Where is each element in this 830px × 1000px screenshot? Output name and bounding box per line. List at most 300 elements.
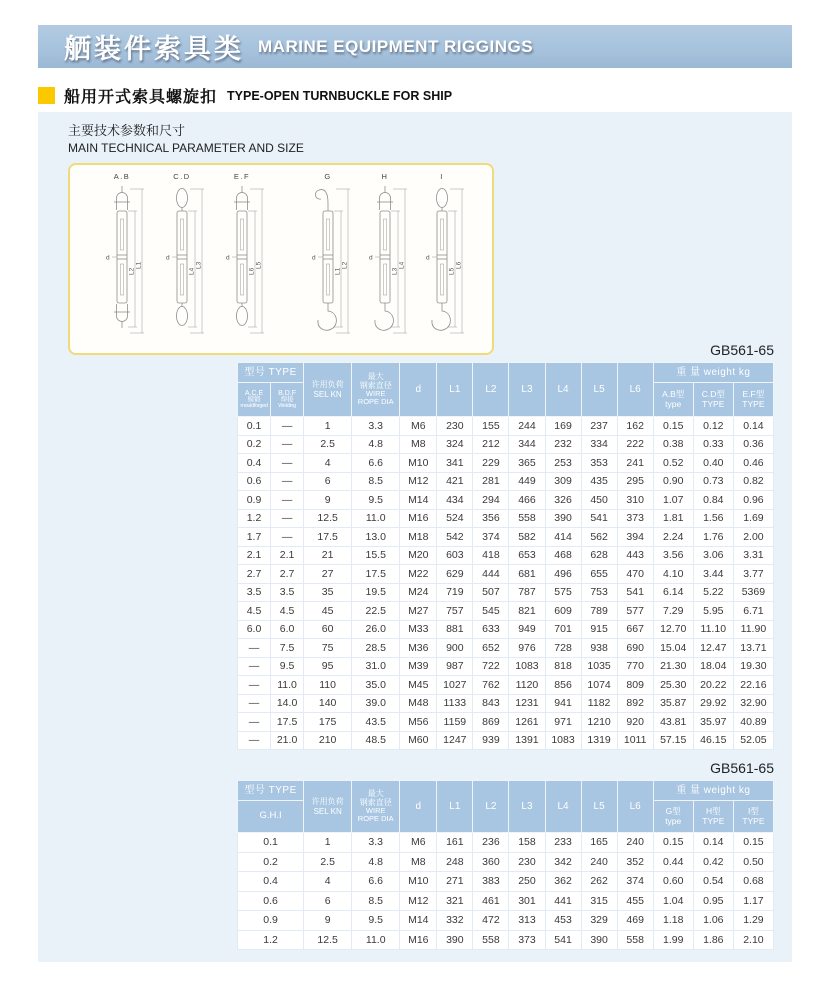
table-cell: M27 xyxy=(400,602,437,621)
subtitle-zh: 主要技术参数和尺寸 xyxy=(68,123,186,138)
svg-text:L1: L1 xyxy=(334,267,342,275)
table-cell: 1.81 xyxy=(653,509,693,528)
table-cell: 341 xyxy=(437,454,473,473)
table-cell: 1035 xyxy=(581,657,617,676)
svg-text:L5: L5 xyxy=(448,267,456,275)
table-cell: 443 xyxy=(617,546,653,565)
svg-text:L4: L4 xyxy=(398,261,406,269)
table-cell: 1247 xyxy=(437,731,473,750)
table-cell: 9.5 xyxy=(352,491,400,510)
table-cell: 365 xyxy=(509,454,545,473)
table-cell: 60 xyxy=(304,620,352,639)
table-cell: 315 xyxy=(581,891,617,911)
table-cell: 35 xyxy=(304,583,352,602)
table-cell: 915 xyxy=(581,620,617,639)
table-cell: 545 xyxy=(473,602,509,621)
table-cell: 373 xyxy=(617,509,653,528)
table-cell: M56 xyxy=(400,713,437,732)
table-cell: 310 xyxy=(617,491,653,510)
table-cell: 39.0 xyxy=(352,694,400,713)
table-cell: 892 xyxy=(617,694,653,713)
table-cell: 455 xyxy=(617,891,653,911)
table-cell: M10 xyxy=(400,454,437,473)
table-cell: 2.10 xyxy=(733,930,773,950)
table-cell: 244 xyxy=(509,417,545,436)
table-cell: 240 xyxy=(581,852,617,872)
svg-text:A.B: A.B xyxy=(113,172,131,181)
table-cell: 629 xyxy=(437,565,473,584)
table-cell: 342 xyxy=(545,852,581,872)
table-cell: — xyxy=(271,509,304,528)
table-cell: 1 xyxy=(304,833,352,853)
table-cell: 162 xyxy=(617,417,653,436)
table-cell: 271 xyxy=(437,872,473,892)
table-row xyxy=(238,472,774,491)
table-cell: 681 xyxy=(509,565,545,584)
table-cell: 0.82 xyxy=(733,472,773,491)
table-cell: 414 xyxy=(545,528,581,547)
table-cell: 0.12 xyxy=(693,417,733,436)
table-cell: 253 xyxy=(545,454,581,473)
table-cell: 5.22 xyxy=(693,583,733,602)
standard-label-1: GB561-65 xyxy=(710,342,774,358)
column-header: 重 量 weight kg xyxy=(653,781,773,801)
table-cell: 329 xyxy=(581,911,617,931)
table-cell: 262 xyxy=(581,872,617,892)
table-row xyxy=(238,528,774,547)
table-cell: 1319 xyxy=(581,731,617,750)
table-cell: 229 xyxy=(473,454,509,473)
table-cell: 28.5 xyxy=(352,639,400,658)
table-cell: 390 xyxy=(545,509,581,528)
table-row xyxy=(238,546,774,565)
table-cell: 603 xyxy=(437,546,473,565)
table-cell: 0.36 xyxy=(733,435,773,454)
table-cell: 32.90 xyxy=(733,694,773,713)
table-cell: 920 xyxy=(617,713,653,732)
table-cell: 356 xyxy=(473,509,509,528)
table-cell: 230 xyxy=(437,417,473,436)
table-cell: 11.10 xyxy=(693,620,733,639)
svg-text:G: G xyxy=(324,172,332,181)
table-cell: 21.30 xyxy=(653,657,693,676)
table-row xyxy=(238,620,774,639)
table-cell: — xyxy=(238,676,271,695)
table-cell: M20 xyxy=(400,546,437,565)
table-cell: 3.06 xyxy=(693,546,733,565)
column-header: L3 xyxy=(509,363,545,417)
table-cell: — xyxy=(271,435,304,454)
table-cell: 1.7 xyxy=(238,528,271,547)
table-cell: 3.3 xyxy=(352,417,400,436)
table-cell: 248 xyxy=(437,852,473,872)
column-header: L2 xyxy=(473,363,509,417)
table-cell: 0.9 xyxy=(238,491,271,510)
svg-text:L6: L6 xyxy=(455,261,463,269)
table-cell: M14 xyxy=(400,491,437,510)
table-cell: 6.14 xyxy=(653,583,693,602)
table-cell: 0.4 xyxy=(238,454,271,473)
table-cell: 1.04 xyxy=(653,891,693,911)
table-cell: 1.07 xyxy=(653,491,693,510)
table-cell: 461 xyxy=(473,891,509,911)
table-cell: M12 xyxy=(400,472,437,491)
table-row xyxy=(238,491,774,510)
table-cell: 237 xyxy=(581,417,617,436)
table-row xyxy=(238,565,774,584)
table-cell: 250 xyxy=(509,872,545,892)
table-cell: 0.42 xyxy=(693,852,733,872)
table-cell: 728 xyxy=(545,639,581,658)
column-header: L3 xyxy=(509,781,545,833)
table-cell: 3.3 xyxy=(352,833,400,853)
table-cell: M16 xyxy=(400,930,437,950)
table-cell: M8 xyxy=(400,435,437,454)
table-cell: M12 xyxy=(400,891,437,911)
table-cell: 575 xyxy=(545,583,581,602)
table-cell: 321 xyxy=(437,891,473,911)
table-cell: 362 xyxy=(545,872,581,892)
table-cell: 541 xyxy=(617,583,653,602)
table-cell: 4 xyxy=(304,872,352,892)
table-cell: 0.90 xyxy=(653,472,693,491)
table-cell: 334 xyxy=(581,435,617,454)
table-row xyxy=(238,676,774,695)
column-header: L4 xyxy=(545,781,581,833)
page-title-zh: 舾装件索具类 xyxy=(64,34,244,64)
column-header: 型号 TYPE xyxy=(238,363,304,383)
column-header: d xyxy=(400,363,437,417)
table-cell: 241 xyxy=(617,454,653,473)
table-cell: 26.0 xyxy=(352,620,400,639)
table-cell: 9 xyxy=(304,491,352,510)
table-row xyxy=(238,891,774,911)
table-cell: 3.44 xyxy=(693,565,733,584)
page-title-en: MARINE EQUIPMENT RIGGINGS xyxy=(258,36,534,56)
table-cell: 541 xyxy=(581,509,617,528)
column-header: 重 量 weight kg xyxy=(653,363,773,383)
table-cell: 453 xyxy=(545,911,581,931)
table-cell: 0.95 xyxy=(693,891,733,911)
column-header: L5 xyxy=(581,363,617,417)
table-cell: M33 xyxy=(400,620,437,639)
table-cell: — xyxy=(271,472,304,491)
svg-text:d: d xyxy=(312,254,316,262)
table-cell: 0.84 xyxy=(693,491,733,510)
subtitle-en: MAIN TECHNICAL PARAMETER AND SIZE xyxy=(68,141,304,155)
table-cell: 1.18 xyxy=(653,911,693,931)
table-cell: 46.15 xyxy=(693,731,733,750)
table-cell: 470 xyxy=(617,565,653,584)
table-cell: M39 xyxy=(400,657,437,676)
table-cell: 394 xyxy=(617,528,653,547)
column-header: L2 xyxy=(473,781,509,833)
table-cell: 653 xyxy=(509,546,545,565)
table-cell: 1011 xyxy=(617,731,653,750)
table-cell: M22 xyxy=(400,565,437,584)
svg-text:I: I xyxy=(440,172,444,181)
table-cell: 582 xyxy=(509,528,545,547)
table-cell: M6 xyxy=(400,417,437,436)
table-cell: M45 xyxy=(400,676,437,695)
table-cell: 9.5 xyxy=(271,657,304,676)
table-cell: 4 xyxy=(304,454,352,473)
column-header: B.D.F 焊接 Welding xyxy=(271,383,304,417)
table-cell: 628 xyxy=(581,546,617,565)
table-cell: M8 xyxy=(400,852,437,872)
table-cell: 939 xyxy=(473,731,509,750)
table-cell: 2.00 xyxy=(733,528,773,547)
table-cell: 6.71 xyxy=(733,602,773,621)
table-cell: 753 xyxy=(581,583,617,602)
table-row xyxy=(238,833,774,853)
table-cell: 4.5 xyxy=(271,602,304,621)
table-cell: 821 xyxy=(509,602,545,621)
table-cell: 5369 xyxy=(733,583,773,602)
table-row xyxy=(238,417,774,436)
column-header: A.B型 type xyxy=(653,383,693,417)
column-header: 最大 钢索直径 WIRE ROPE DIA xyxy=(352,363,400,417)
table-cell: 1231 xyxy=(509,694,545,713)
table-cell: 0.96 xyxy=(733,491,773,510)
column-header: E.F型 TYPE xyxy=(733,383,773,417)
table-cell: 558 xyxy=(617,930,653,950)
table-cell: 3.5 xyxy=(238,583,271,602)
table-cell: 35.0 xyxy=(352,676,400,695)
table-cell: 17.5 xyxy=(271,713,304,732)
table-cell: 976 xyxy=(509,639,545,658)
column-header: 最大 钢索直径 WIRE ROPE DIA xyxy=(352,781,400,833)
table-cell: 295 xyxy=(617,472,653,491)
table-cell: M6 xyxy=(400,833,437,853)
table-cell: 210 xyxy=(304,731,352,750)
table-cell: 95 xyxy=(304,657,352,676)
table-cell: M48 xyxy=(400,694,437,713)
table-cell: 8.5 xyxy=(352,472,400,491)
table-cell: 9 xyxy=(304,911,352,931)
table-row xyxy=(238,583,774,602)
table-cell: 1.56 xyxy=(693,509,733,528)
diagram-figure xyxy=(312,172,350,333)
column-header: L1 xyxy=(437,781,473,833)
table-cell: 0.60 xyxy=(653,872,693,892)
table-cell: — xyxy=(238,731,271,750)
column-header: L6 xyxy=(617,363,653,417)
table-cell: — xyxy=(271,491,304,510)
table-row xyxy=(238,872,774,892)
table-cell: 353 xyxy=(581,454,617,473)
table-cell: 161 xyxy=(437,833,473,853)
table-cell: 558 xyxy=(473,930,509,950)
svg-text:d: d xyxy=(226,254,230,262)
section-title-row xyxy=(38,84,452,107)
table-row xyxy=(238,930,774,950)
table-cell: 48.5 xyxy=(352,731,400,750)
table-cell: 1159 xyxy=(437,713,473,732)
table-cell: 18.04 xyxy=(693,657,733,676)
table-cell: 25.30 xyxy=(653,676,693,695)
svg-text:E.F: E.F xyxy=(233,172,251,181)
table-cell: 2.7 xyxy=(238,565,271,584)
table-cell: 374 xyxy=(473,528,509,547)
table-cell: 169 xyxy=(545,417,581,436)
table-cell: 0.15 xyxy=(653,833,693,853)
column-header: L5 xyxy=(581,781,617,833)
table-cell: 12.5 xyxy=(304,930,352,950)
table-cell: 1120 xyxy=(509,676,545,695)
table-cell: 0.9 xyxy=(238,911,304,931)
table-cell: 222 xyxy=(617,435,653,454)
table-cell: 0.73 xyxy=(693,472,733,491)
table-cell: M14 xyxy=(400,911,437,931)
table-cell: 971 xyxy=(545,713,581,732)
tbl1-grid xyxy=(237,362,774,750)
table-cell: 313 xyxy=(509,911,545,931)
table-cell: 232 xyxy=(545,435,581,454)
table-cell: 0.46 xyxy=(733,454,773,473)
table-cell: 1.29 xyxy=(733,911,773,931)
subtitle-block xyxy=(68,120,304,155)
table-cell: 230 xyxy=(509,852,545,872)
table-row xyxy=(238,435,774,454)
table-cell: 1.17 xyxy=(733,891,773,911)
table-cell: 1210 xyxy=(581,713,617,732)
table-row xyxy=(238,911,774,931)
table-cell: 1182 xyxy=(581,694,617,713)
parameter-table-1 xyxy=(237,362,774,750)
table-cell: M18 xyxy=(400,528,437,547)
table-cell: 6 xyxy=(304,891,352,911)
table-cell: 20.22 xyxy=(693,676,733,695)
table-cell: 722 xyxy=(473,657,509,676)
table-cell: 869 xyxy=(473,713,509,732)
table-cell: 21 xyxy=(304,546,352,565)
table-cell: 1.86 xyxy=(693,930,733,950)
table-cell: 558 xyxy=(509,509,545,528)
table-cell: — xyxy=(271,528,304,547)
table-cell: 496 xyxy=(545,565,581,584)
table-cell: 6.0 xyxy=(238,620,271,639)
table-cell: 787 xyxy=(509,583,545,602)
table-cell: 4.8 xyxy=(352,435,400,454)
table-cell: 900 xyxy=(437,639,473,658)
table-cell: 0.50 xyxy=(733,852,773,872)
column-header: L1 xyxy=(437,363,473,417)
table-cell: 856 xyxy=(545,676,581,695)
table-cell: — xyxy=(238,657,271,676)
table-cell: 1.76 xyxy=(693,528,733,547)
table-cell: 0.2 xyxy=(238,852,304,872)
table-cell: 12.47 xyxy=(693,639,733,658)
table-cell: 3.56 xyxy=(653,546,693,565)
svg-text:L1: L1 xyxy=(135,261,143,269)
table-cell: 444 xyxy=(473,565,509,584)
table-cell: 450 xyxy=(581,491,617,510)
diagram-figure xyxy=(106,172,144,333)
table-cell: — xyxy=(271,417,304,436)
table-cell: 7.29 xyxy=(653,602,693,621)
table-cell: 344 xyxy=(509,435,545,454)
table-cell: 0.6 xyxy=(238,472,271,491)
table-cell: — xyxy=(238,694,271,713)
table-cell: 9.5 xyxy=(352,911,400,931)
table-cell: 281 xyxy=(473,472,509,491)
table-cell: 332 xyxy=(437,911,473,931)
table-cell: 0.52 xyxy=(653,454,693,473)
table-cell: 140 xyxy=(304,694,352,713)
table-cell: 0.1 xyxy=(238,417,271,436)
yellow-bullet-icon xyxy=(38,87,55,104)
table-cell: 472 xyxy=(473,911,509,931)
column-header: A.C.E 模锻 mouldforged xyxy=(238,383,271,417)
table-cell: 4.10 xyxy=(653,565,693,584)
table-cell: M10 xyxy=(400,872,437,892)
table-cell: 2.5 xyxy=(304,435,352,454)
table-cell: 14.0 xyxy=(271,694,304,713)
table-cell: 469 xyxy=(617,911,653,931)
svg-text:d: d xyxy=(426,254,430,262)
table-cell: 158 xyxy=(509,833,545,853)
table-cell: 374 xyxy=(617,872,653,892)
table-cell: 0.14 xyxy=(693,833,733,853)
table-cell: 542 xyxy=(437,528,473,547)
table-cell: 1261 xyxy=(509,713,545,732)
column-header: I型 TYPE xyxy=(733,801,773,833)
table-cell: 43.81 xyxy=(653,713,693,732)
table-cell: 468 xyxy=(545,546,581,565)
table-cell: 5.95 xyxy=(693,602,733,621)
table-cell: 29.92 xyxy=(693,694,733,713)
table-cell: 15.04 xyxy=(653,639,693,658)
table-cell: 524 xyxy=(437,509,473,528)
table-cell: 22.16 xyxy=(733,676,773,695)
table-cell: 11.0 xyxy=(352,509,400,528)
svg-text:L2: L2 xyxy=(341,261,349,269)
table-cell: 240 xyxy=(617,833,653,853)
table-cell: 0.38 xyxy=(653,435,693,454)
table-cell: 809 xyxy=(617,676,653,695)
table-cell: 40.89 xyxy=(733,713,773,732)
column-header: d xyxy=(400,781,437,833)
table-cell: 667 xyxy=(617,620,653,639)
table-cell: 236 xyxy=(473,833,509,853)
table-cell: 6.0 xyxy=(271,620,304,639)
table-row xyxy=(238,454,774,473)
table-cell: 233 xyxy=(545,833,581,853)
table-cell: 35.87 xyxy=(653,694,693,713)
table-cell: 19.30 xyxy=(733,657,773,676)
svg-text:L5: L5 xyxy=(255,261,263,269)
table-cell: 1074 xyxy=(581,676,617,695)
table-cell: 45 xyxy=(304,602,352,621)
table-cell: — xyxy=(238,639,271,658)
table-cell: 770 xyxy=(617,657,653,676)
table-cell: 421 xyxy=(437,472,473,491)
table-cell: 2.1 xyxy=(271,546,304,565)
table-cell: 1.69 xyxy=(733,509,773,528)
table-cell: 35.97 xyxy=(693,713,733,732)
table-cell: 1133 xyxy=(437,694,473,713)
table-cell: 3.5 xyxy=(271,583,304,602)
table-cell: 719 xyxy=(437,583,473,602)
column-header: 型号 TYPE xyxy=(238,781,304,801)
table-cell: 4.8 xyxy=(352,852,400,872)
table-cell: 390 xyxy=(581,930,617,950)
turnbuckle-diagram xyxy=(70,165,492,353)
table-cell: 31.0 xyxy=(352,657,400,676)
svg-text:L6: L6 xyxy=(248,267,256,275)
table-cell: 43.5 xyxy=(352,713,400,732)
